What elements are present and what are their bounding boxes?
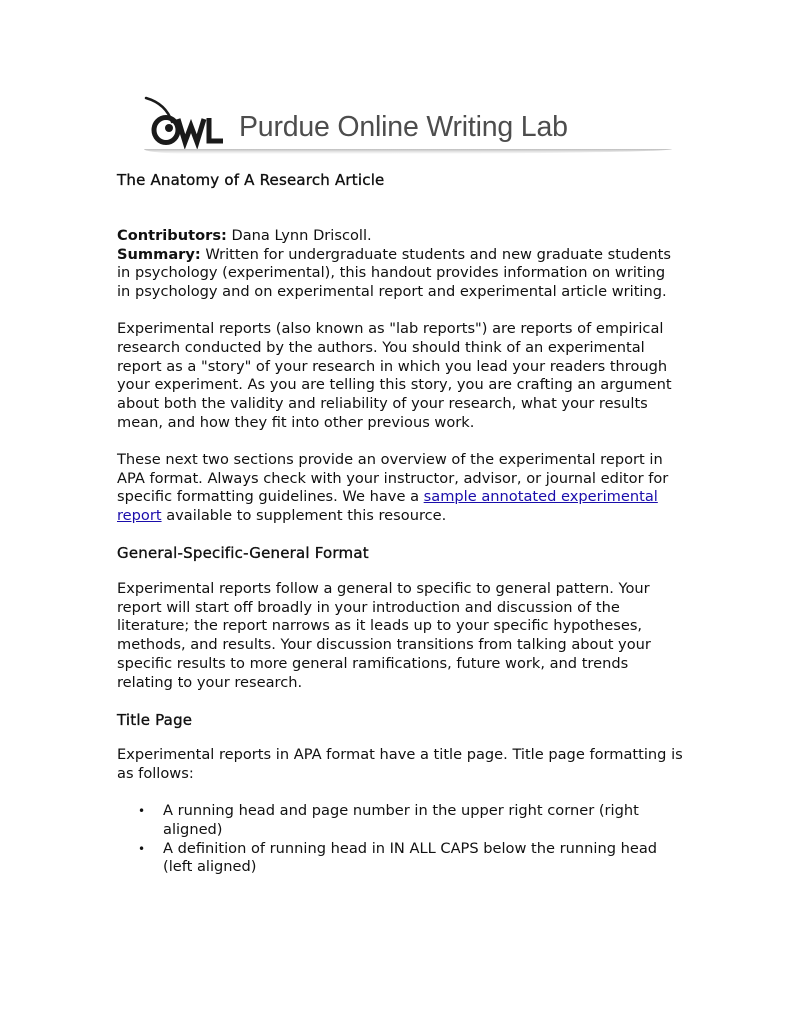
list-item: • A running head and page number in the upper right corner (right aligned) bbox=[163, 802, 683, 840]
document-body bbox=[117, 171, 683, 877]
page-title: The Anatomy of A Research Article bbox=[117, 171, 385, 189]
contributors-label: Contributors: bbox=[117, 226, 227, 244]
title-page-list bbox=[117, 802, 683, 877]
list-item: • A definition of running head in IN ALL CAPS below the running head (left aligned) bbox=[163, 840, 683, 878]
section-heading-title-page: Title Page bbox=[117, 710, 193, 729]
document-meta bbox=[117, 227, 683, 302]
intro-paragraph: Experimental reports (also known as "lab reports") are reports of empirical research conducted by the authors. You should think of an experimental report as a "story" of your research in which you lead your readers through your experiment. As you are telling this story, you are crafting an argument about both the validity and reliability of your research, what your results mean, and how they fit into other previous work. bbox=[117, 319, 672, 431]
overview-text-before: These next two sections provide an overview of the experimental report in APA format. Always check with your instructor, advisor, or journal editor for specific formatting guidelines. We have a bbox=[117, 450, 669, 506]
format-paragraph: Experimental reports follow a general to specific to general pattern. Your report will start off broadly in your introduction and discussion of the literature; the report narrows as it leads up to your specific hypotheses, methods, and results. Your discussion transitions from talking about your specific results to more general ramifications, future work, and trends relating to your research. bbox=[117, 579, 651, 691]
header-divider bbox=[144, 149, 672, 154]
owl-logo-icon bbox=[138, 92, 234, 154]
site-title: Purdue Online Writing Lab bbox=[239, 111, 568, 143]
contributors-value: Dana Lynn Driscoll. bbox=[226, 226, 372, 244]
section-heading-format: General-Specific-General Format bbox=[117, 543, 369, 562]
overview-text-after: available to supplement this resource. bbox=[161, 507, 447, 525]
overview-paragraph bbox=[117, 451, 683, 526]
sample-report-link[interactable]: sample annotated experimental report bbox=[117, 488, 658, 525]
title-page-paragraph: Experimental reports in APA format have a title page. Title page formatting is as follows: bbox=[117, 746, 683, 783]
summary-value: Written for undergraduate students and new graduate students in psychology (experimental), this handout provides information on writing in psychology and on experimental report and experimental article writing. bbox=[117, 245, 672, 301]
summary-label: Summary: bbox=[117, 245, 201, 263]
site-header bbox=[138, 92, 672, 158]
